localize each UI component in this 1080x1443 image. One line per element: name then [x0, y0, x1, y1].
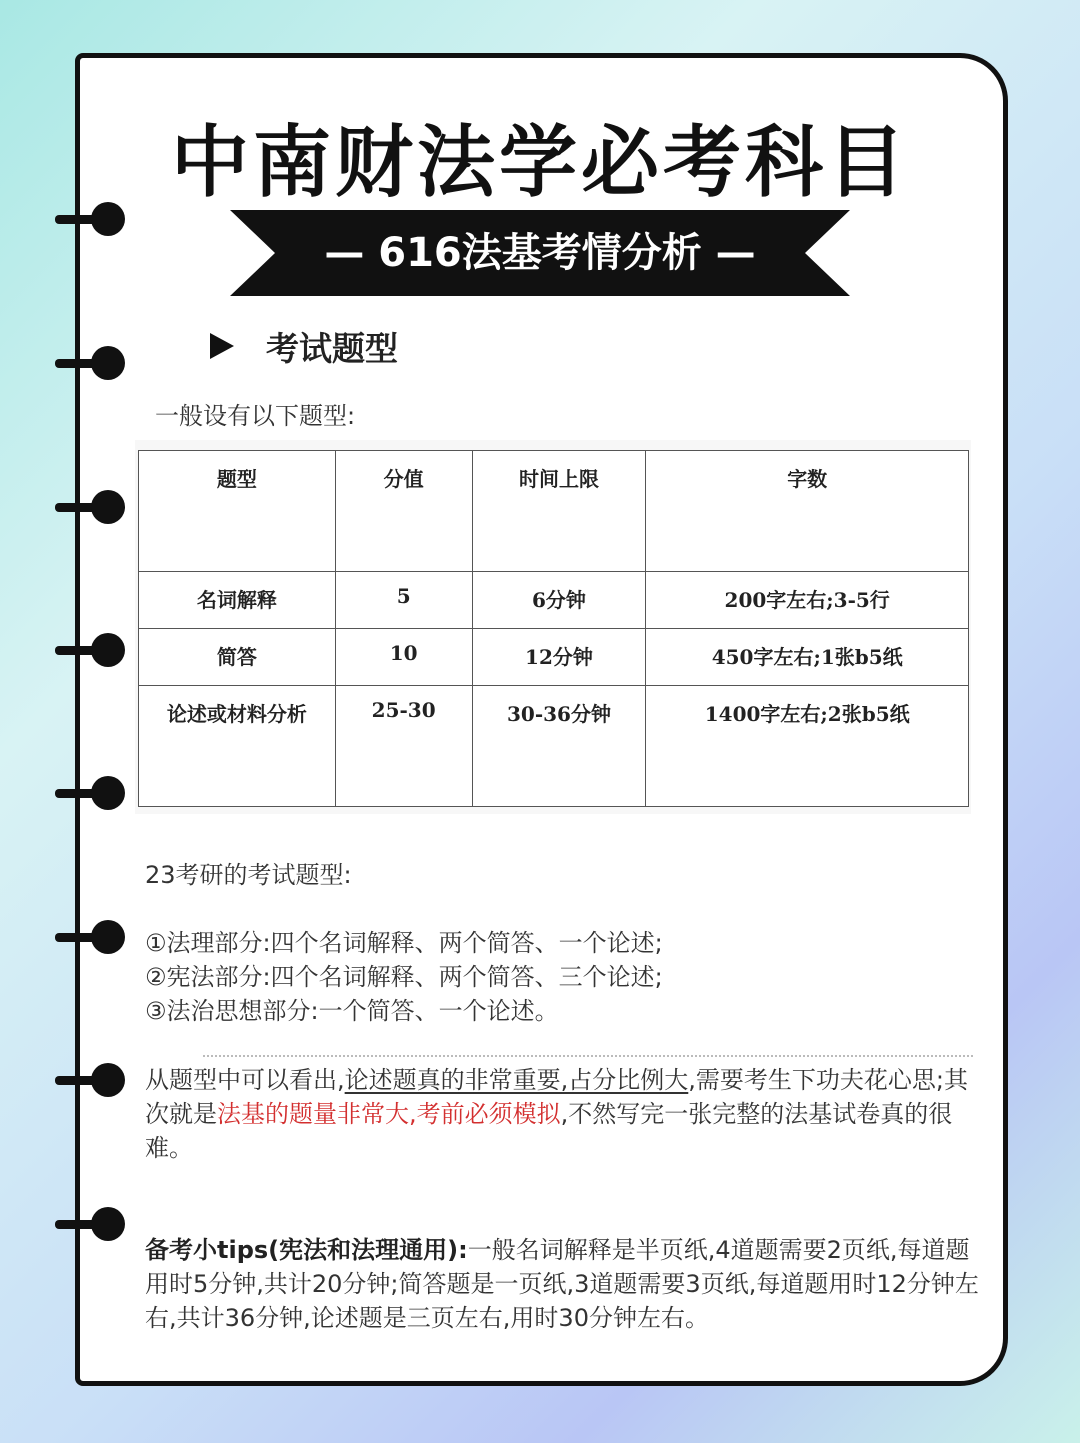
table-row: [139, 686, 969, 807]
intro-text: 一般设有以下题型:: [155, 402, 356, 430]
table-cell: 25-30: [335, 686, 472, 807]
exam23-list: [145, 926, 663, 1028]
table-header-cell: 分值: [335, 451, 472, 572]
table-cell: 200字左右;3-5行: [646, 572, 969, 629]
table-cell: 1400字左右;2张b5纸: [646, 686, 969, 807]
table-cell: 450字左右;1张b5纸: [646, 629, 969, 686]
exam-type-table: [138, 450, 969, 807]
table-header-row: [139, 451, 969, 572]
tips-paragraph: [145, 1233, 990, 1335]
section-title: 考试题型: [266, 328, 398, 368]
binder-ring-icon: [55, 1063, 125, 1097]
analysis-underline: 论述题真的非常重要,占分比例大: [344, 1066, 689, 1094]
table-row: [139, 629, 969, 686]
list-item: ②宪法部分:四个名词解释、两个简答、三个论述;: [145, 963, 663, 991]
table-cell: 30-36分钟: [472, 686, 646, 807]
section-heading: [210, 322, 398, 370]
binder-ring-icon: [55, 490, 125, 524]
list-item: ①法理部分:四个名词解释、两个简答、一个论述;: [145, 929, 663, 957]
page-title: 中南财法学必考科目: [170, 118, 909, 208]
table-cell: 名词解释: [139, 572, 336, 629]
banner-text: — 616法基考情分析 —: [324, 230, 756, 276]
dotted-divider: [203, 1055, 973, 1057]
table-cell: 5: [335, 572, 472, 629]
subtitle-banner: [230, 210, 850, 296]
analysis-paragraph: [145, 1063, 985, 1165]
table-header-cell: 题型: [139, 451, 336, 572]
binder-ring-icon: [55, 633, 125, 667]
table-cell: 论述或材料分析: [139, 686, 336, 807]
table-cell: 12分钟: [472, 629, 646, 686]
tips-text: 一般名词解释是半页纸,4道题需要2页纸,每道题用时5分钟,共计20分钟;简答题是一页纸,3道题需要3页纸,每道题用时12分钟左右,共计36分钟,论述题是三页左右,用时30分钟左右。: [145, 1236, 979, 1332]
analysis-text: ,需要考生下功夫花心思;其次就是: [145, 1066, 968, 1128]
binder-ring-icon: [55, 346, 125, 380]
play-triangle-icon: [210, 333, 234, 359]
tips-label: 备考小tips(宪法和法理通用):: [145, 1236, 468, 1264]
table-cell: 10: [335, 629, 472, 686]
table-cell: 6分钟: [472, 572, 646, 629]
exam-table-image: [135, 440, 971, 814]
exam23-heading: 23考研的考试题型:: [145, 861, 352, 889]
table-row: [139, 572, 969, 629]
table-header-cell: 时间上限: [472, 451, 646, 572]
table-header-cell: 字数: [646, 451, 969, 572]
analysis-text: ,不然写完一张完整的法基试卷真的很难。: [145, 1100, 953, 1162]
binder-ring-icon: [55, 776, 125, 810]
table-cell: 简答: [139, 629, 336, 686]
list-item: ③法治思想部分:一个简答、一个论述。: [145, 997, 559, 1025]
binder-ring-icon: [55, 920, 125, 954]
analysis-text: 从题型中可以看出,: [145, 1066, 345, 1094]
binder-ring-icon: [55, 1207, 125, 1241]
analysis-highlight: 法基的题量非常大,考前必须模拟: [217, 1100, 561, 1128]
